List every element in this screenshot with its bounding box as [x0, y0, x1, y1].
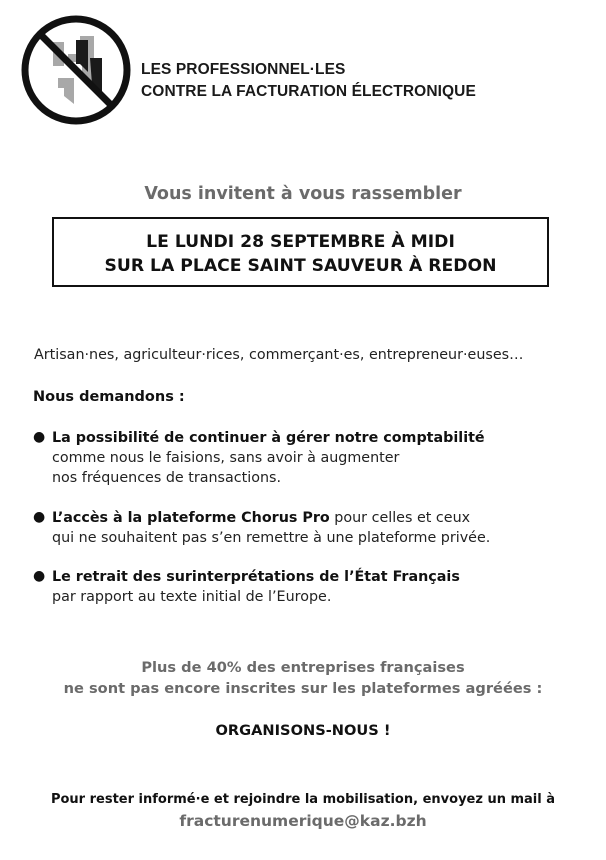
bullet-icon: ● [33, 429, 46, 445]
contact-email: fracturenumerique@kaz.bzh [179, 812, 427, 830]
invitation-heading: Vous invitent à vous rassembler [144, 184, 462, 204]
demands-heading: Nous demandons : [33, 389, 185, 405]
event-place-line: SUR LA PLACE SAINT SAUVEUR À REDON [104, 256, 497, 276]
demand-item-3-text-line-2: par rapport au texte initial de l’Europe. [52, 589, 332, 605]
demand-item-1-text-line-1: comme nous le faisions, sans avoir à augmenter [52, 450, 400, 466]
demand-item-3-title: Le retrait des surinterprétations de l’État Français [52, 569, 460, 585]
demand-item-1-title: La possibilité de continuer à gérer notre comptabilité [52, 430, 485, 446]
audience-line: Artisan·nes, agriculteur·rices, commerçant·es, entrepreneur·euses… [34, 347, 524, 363]
bullet-icon: ● [33, 509, 46, 525]
organization-name-line-2: CONTRE LA FACTURATION ÉLECTRONIQUE [141, 83, 476, 100]
statistic-statement [0, 657, 606, 699]
statistic-line-1: Plus de 40% des entreprises françaises [141, 659, 465, 676]
footer-text: Pour rester informé·e et rejoindre la mobilisation, envoyez un mail à [50, 792, 556, 807]
event-date-box [52, 217, 549, 287]
demand-item-1-text-line-2: nos fréquences de transactions. [52, 470, 282, 486]
bullet-icon: ● [33, 568, 46, 584]
statistic-line-2: ne sont pas encore inscrites sur les plateformes agréées : [63, 680, 543, 697]
call-to-action: ORGANISONS-NOUS ! [215, 722, 391, 739]
organization-name-line-1: LES PROFESSIONNEL·LES [141, 61, 346, 78]
demand-item-2-text-line-2: qui ne souhaitent pas s’en remettre à une plateforme privée. [52, 530, 491, 546]
logo-no-sign-icon [20, 14, 132, 126]
demand-item-2-text-inline: pour celles et ceux [329, 510, 471, 526]
demand-item-2-title: L’accès à la plateforme Chorus Pro [52, 510, 330, 526]
event-date-line: LE LUNDI 28 SEPTEMBRE À MIDI [146, 232, 455, 252]
